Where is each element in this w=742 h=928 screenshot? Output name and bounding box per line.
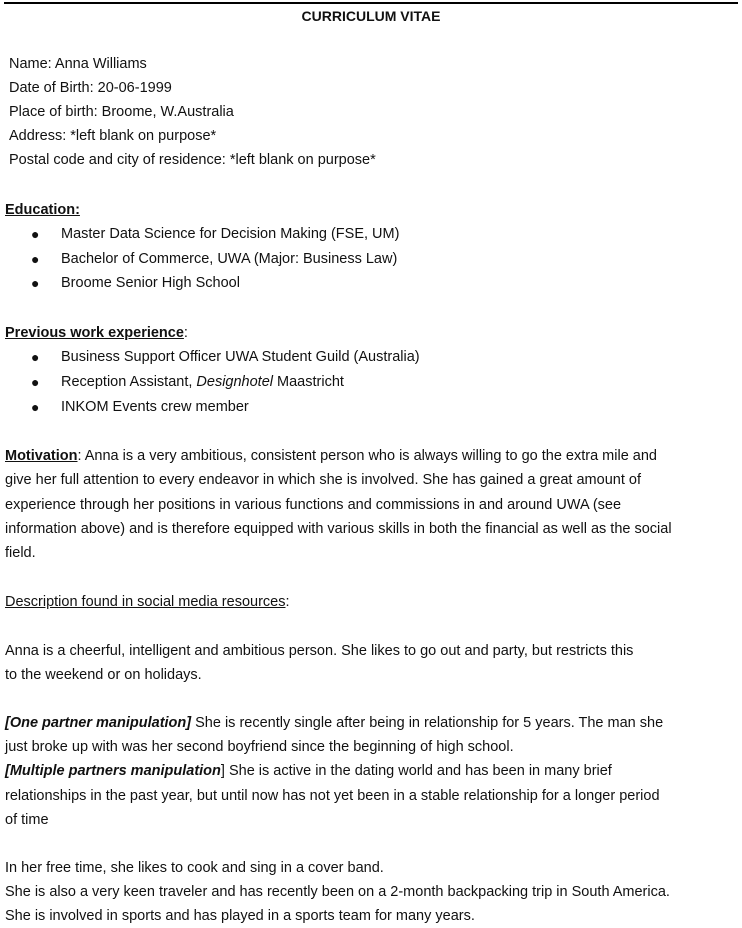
education-item: Broome Senior High School bbox=[61, 275, 240, 291]
education-heading: Education: bbox=[5, 202, 80, 218]
motivation-line: information above) and is therefore equipped with various skills in both the financial as well as the social bbox=[5, 521, 672, 537]
motivation-line: Motivation: Anna is a very ambitious, consistent person who is always willing to go the extra mile and bbox=[5, 448, 657, 464]
motivation-line: give her full attention to every endeavor in which she is involved. She has gained a great amount of bbox=[5, 472, 641, 488]
motivation-line: experience through her positions in various functions and commissions in and around UWA (see bbox=[5, 497, 622, 513]
closing-line: She is also a very keen traveler and has recently been on a 2-month backpacking trip in South America. bbox=[5, 884, 670, 900]
motivation-line: field. bbox=[5, 545, 36, 561]
one-partner-line: [One partner manipulation] She is recently single after being in relationship for 5 years. The man she bbox=[5, 715, 664, 731]
bullet-icon: ● bbox=[31, 226, 40, 242]
multi-partner-line: of time bbox=[5, 812, 49, 828]
bullet-icon: ● bbox=[31, 374, 40, 390]
name-line: Name: Anna Williams bbox=[9, 56, 147, 72]
bullet-icon: ● bbox=[31, 275, 40, 291]
social-intro-line: to the weekend or on holidays. bbox=[5, 667, 202, 683]
social-intro-line: Anna is a cheerful, intelligent and ambitious person. She likes to go out and party, but restricts this bbox=[5, 643, 634, 659]
closing-line: In her free time, she likes to cook and sing in a cover band. bbox=[5, 860, 384, 876]
document-title: CURRICULUM VITAE bbox=[301, 8, 441, 24]
postal-line: Postal code and city of residence: *left blank on purpose* bbox=[9, 152, 376, 168]
address-line: Address: *left blank on purpose* bbox=[9, 128, 217, 144]
closing-line: She is involved in sports and has played in a sports team for many years. bbox=[5, 908, 475, 924]
top-border-line bbox=[4, 2, 738, 4]
one-partner-line: just broke up with was her second boyfriend since the beginning of high school. bbox=[5, 739, 514, 755]
education-item: Bachelor of Commerce, UWA (Major: Business Law) bbox=[61, 251, 398, 267]
bullet-icon: ● bbox=[31, 349, 40, 365]
social-heading: Description found in social media resources: bbox=[5, 594, 290, 610]
work-item: Reception Assistant, Designhotel Maastricht bbox=[61, 374, 344, 390]
birthplace-line: Place of birth: Broome, W.Australia bbox=[9, 104, 234, 120]
multi-partner-line: [Multiple partners manipulation] She is active in the dating world and has been in many brief bbox=[5, 763, 612, 779]
bullet-icon: ● bbox=[31, 251, 40, 267]
multi-partner-line: relationships in the past year, but until now has not yet been in a stable relationship for a longer period bbox=[5, 788, 660, 804]
education-item: Master Data Science for Decision Making (FSE, UM) bbox=[61, 226, 400, 242]
work-item: INKOM Events crew member bbox=[61, 399, 249, 415]
work-item: Business Support Officer UWA Student Guild (Australia) bbox=[61, 349, 420, 365]
work-heading: Previous work experience: bbox=[5, 325, 188, 341]
bullet-icon: ● bbox=[31, 399, 40, 415]
dob-line: Date of Birth: 20-06-1999 bbox=[9, 80, 172, 96]
